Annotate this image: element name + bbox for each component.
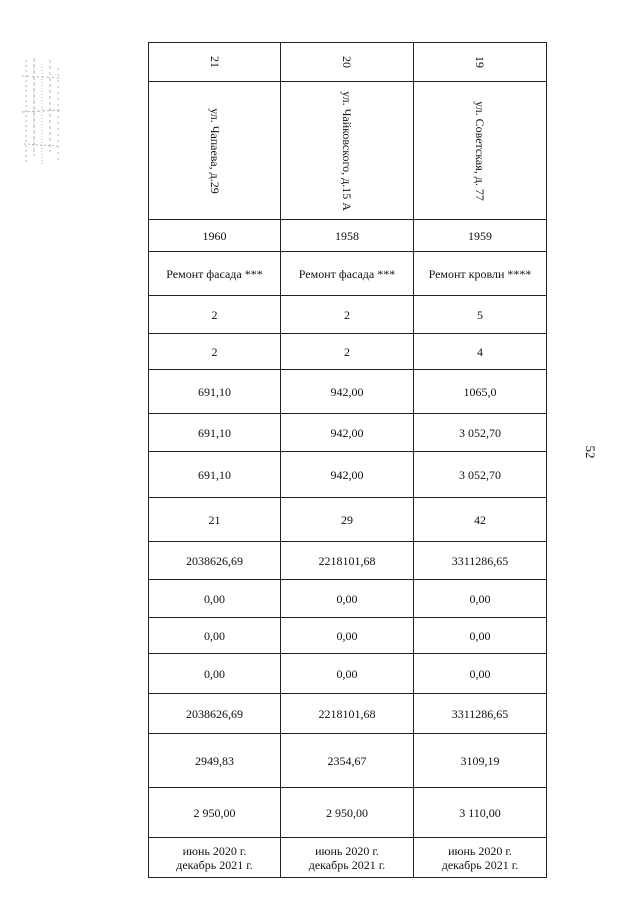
cell-cost-per-m2: 3109,19 bbox=[414, 734, 547, 788]
cell-entrances: 2 bbox=[281, 334, 414, 370]
cell-area-a: 691,10 bbox=[149, 414, 281, 452]
cell-year: 1960 bbox=[149, 220, 281, 252]
table-row bbox=[149, 618, 547, 654]
cell-residents: 21 bbox=[149, 498, 281, 542]
cell-cost-limit: 2 950,00 bbox=[149, 788, 281, 838]
page-number: 52 bbox=[583, 445, 598, 459]
table-row bbox=[149, 252, 547, 296]
cell-fund-owners: 3311286,65 bbox=[414, 694, 547, 734]
cell-cost-limit: 2 950,00 bbox=[281, 788, 414, 838]
table-row bbox=[149, 82, 547, 220]
cell-number: 21 bbox=[149, 43, 281, 82]
cell-entrances: 2 bbox=[149, 334, 281, 370]
faded-stamp-mark bbox=[20, 56, 64, 168]
table-row bbox=[149, 838, 547, 878]
table-row bbox=[149, 334, 547, 370]
cell-address: ул. Советская, д. 77 bbox=[414, 82, 547, 220]
cell-number: 20 bbox=[281, 43, 414, 82]
cell-fund-1: 0,00 bbox=[149, 580, 281, 618]
period-end: декабрь 2021 г. bbox=[308, 857, 386, 872]
cell-period bbox=[281, 838, 414, 878]
cell-area-a: 3 052,70 bbox=[414, 414, 547, 452]
table-row bbox=[149, 734, 547, 788]
cell-fund-2: 0,00 bbox=[281, 618, 414, 654]
cell-cost-per-m2: 2949,83 bbox=[149, 734, 281, 788]
cell-year: 1958 bbox=[281, 220, 414, 252]
cell-fund-3: 0,00 bbox=[281, 654, 414, 694]
cell-work-type: Ремонт фасада *** bbox=[149, 252, 281, 296]
table-row bbox=[149, 788, 547, 838]
cell-fund-3: 0,00 bbox=[414, 654, 547, 694]
cell-area-b: 942,00 bbox=[281, 452, 414, 498]
table-row bbox=[149, 296, 547, 334]
cell-area-total: 1065,0 bbox=[414, 370, 547, 414]
cell-fund-2: 0,00 bbox=[149, 618, 281, 654]
table-row bbox=[149, 498, 547, 542]
cell-work-type: Ремонт кровли **** bbox=[414, 252, 547, 296]
data-table bbox=[148, 42, 547, 878]
period-end: декабрь 2021 г. bbox=[441, 857, 519, 872]
table-row bbox=[149, 580, 547, 618]
period-start: июнь 2020 г. bbox=[448, 843, 512, 858]
cell-cost-total: 2038626,69 bbox=[149, 542, 281, 580]
cell-fund-1: 0,00 bbox=[281, 580, 414, 618]
cell-entrances: 4 bbox=[414, 334, 547, 370]
cell-floors: 2 bbox=[149, 296, 281, 334]
cell-fund-3: 0,00 bbox=[149, 654, 281, 694]
table-row bbox=[149, 370, 547, 414]
cell-cost-per-m2: 2354,67 bbox=[281, 734, 414, 788]
cell-period bbox=[414, 838, 547, 878]
table-row bbox=[149, 43, 547, 82]
cell-residents: 29 bbox=[281, 498, 414, 542]
cell-area-total: 691,10 bbox=[149, 370, 281, 414]
cell-area-a: 942,00 bbox=[281, 414, 414, 452]
cell-fund-1: 0,00 bbox=[414, 580, 547, 618]
table-row bbox=[149, 220, 547, 252]
cell-period bbox=[149, 838, 281, 878]
period-start: июнь 2020 г. bbox=[182, 843, 247, 858]
cell-fund-owners: 2038626,69 bbox=[149, 694, 281, 734]
table-row bbox=[149, 542, 547, 580]
cell-floors: 2 bbox=[281, 296, 414, 334]
cell-residents: 42 bbox=[414, 498, 547, 542]
cell-cost-total: 3311286,65 bbox=[414, 542, 547, 580]
period-end: декабрь 2021 г. bbox=[176, 857, 253, 872]
table-row bbox=[149, 414, 547, 452]
table-row bbox=[149, 452, 547, 498]
period-start: июнь 2020 г. bbox=[315, 843, 379, 858]
cell-number: 19 bbox=[414, 43, 547, 82]
table-row bbox=[149, 654, 547, 694]
cell-floors: 5 bbox=[414, 296, 547, 334]
cell-work-type: Ремонт фасада *** bbox=[281, 252, 414, 296]
cell-fund-2: 0,00 bbox=[414, 618, 547, 654]
cell-area-total: 942,00 bbox=[281, 370, 414, 414]
cell-year: 1959 bbox=[414, 220, 547, 252]
cell-fund-owners: 2218101,68 bbox=[281, 694, 414, 734]
cell-area-b: 3 052,70 bbox=[414, 452, 547, 498]
cell-cost-limit: 3 110,00 bbox=[414, 788, 547, 838]
cell-address: ул. Чайковского, д.15 А bbox=[281, 82, 414, 220]
cell-cost-total: 2218101,68 bbox=[281, 542, 414, 580]
table-row bbox=[149, 694, 547, 734]
cell-address: ул. Чапаева, д.29 bbox=[149, 82, 281, 220]
cell-area-b: 691,10 bbox=[149, 452, 281, 498]
